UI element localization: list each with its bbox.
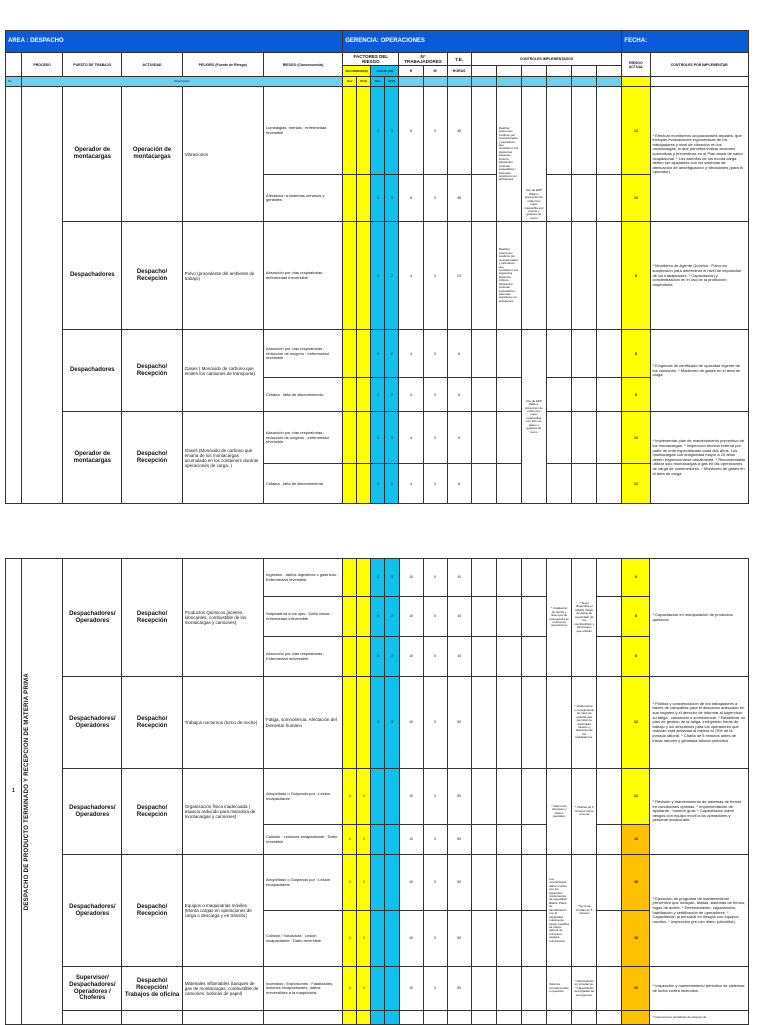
m-cell: 0: [423, 87, 447, 175]
table-row: [6, 855, 749, 911]
table-row: [6, 967, 749, 1011]
actividad-cell: Despacho/ Recepción: [122, 222, 182, 330]
actividad-cell: Despacho/ Recepción: [122, 412, 182, 504]
col-sev: Sev: [343, 77, 357, 87]
puesto-cell: Operador de montacargas: [63, 87, 122, 222]
riesgo-cell: Afectación a sistemas urinarios y genitales: [263, 175, 342, 222]
puesto-cell: Despachadores/ Operadores: [63, 855, 122, 967]
col-prob: Prob: [357, 77, 371, 87]
riesgo-cell: Lumbalgias, hernias : enfermedad reversible: [263, 87, 342, 175]
peligro-cell: Trabajos nocturnos (turno de noche): [182, 677, 263, 769]
actividad-cell: Despacho/ Recepción: [122, 330, 182, 412]
control-cell: * Instalación de ducha y lava ojos de emergencia en el área de operaciones: [547, 559, 572, 677]
table-row: Despachadores/ Operadores Despacho/ Recepción Trabajos nocturnos (turno de noche) Fatiga, somnolencia: Afectación del bienestar humano 4 3 10 0 60 * Elaboración y cumplimiento de roles de guardia que permitan la adecuada rotación y descanso de los trabajadores. 12 * Política y concienciación de los trabajadores a través de campañas para el descanso adecuado en sus hogares y el derecho de informar al supervisor su fatiga , cansancio o somnolencia. * Establecer un plan de gestión de la fatiga, incluyendo horas de trabajo y los descansos para los operadores que realizan esta actividad al menos al 70% de la jornada laboral. * Charla de 5 minutos antes de iniciar labores y gimnasia laboral periódica: [6, 677, 749, 769]
control-cell: Realizar exámenes médicos pre ocupacionales y periódicos que consideren los siguientes aspectos clínicos: Valoración músculo esquelética / sistemas orgánicos por accidentes: [496, 87, 521, 222]
riesgo-actual-cell: 18: [622, 825, 650, 855]
col-factores: FACTORES DEL RIESGO: [343, 53, 399, 66]
puesto-cell: Despachadores/ Operadores: [63, 677, 122, 769]
risk-matrix-table-2: [5, 558, 749, 1025]
table-row: [6, 1011, 749, 1025]
puesto-cell: Operador de montacargas: [63, 412, 122, 504]
sev-cell: 4: [343, 769, 357, 825]
h-cell: 10: [399, 559, 423, 597]
col-peligro: PELIGRO (Fuente de Riesgo): [182, 53, 263, 77]
horas-cell: 60: [447, 769, 471, 825]
peligro-cell: Gases (Monóxido de carbono que emana de los montacargas acumulado en los containers durante operaciones de carga. ): [182, 412, 263, 504]
m-cell: 0: [423, 559, 447, 597]
riesgo-actual-cell: 12: [622, 464, 650, 504]
col-riesgo: RIESGO (Consecuencia): [263, 53, 342, 77]
m-cell: 0: [423, 967, 447, 1011]
riesgo-actual-cell: 18: [622, 855, 650, 911]
matrix-page-2: [5, 558, 749, 1024]
riesgo-actual-cell: 12: [622, 677, 650, 769]
col-controles-por-implementar: CONTROLES POR IMPLEMENTAR: [650, 53, 749, 77]
m-cell: 0: [423, 855, 447, 911]
col-prob-salud: Prob: [385, 77, 399, 87]
horas-cell: 10: [447, 637, 471, 677]
fecha-label: FECHA:: [622, 31, 749, 53]
m-cell: 0: [423, 378, 447, 412]
horas-cell: 48: [447, 87, 471, 175]
m-cell: 0: [423, 677, 447, 769]
control-por-implementar: * Exigencia de certificado de opacidad vigente de los camiones. * Monitoreo de gases en el área de carga: [650, 330, 749, 412]
h-cell: 4: [399, 378, 423, 412]
control-cell: *Tema de charlas de 5 minutos: [572, 855, 597, 967]
riesgo-cell: Absorción por vías respiratorias : enfermedad irreversible: [263, 222, 342, 330]
col-trabajadores: N° TRABAJADORES: [399, 53, 447, 66]
riesgo-cell: Fatiga, somnolencia: Afectación del bienestar humano: [264, 677, 343, 769]
puesto-cell: Despachadores: [63, 330, 122, 412]
col-proceso: PROCESO: [22, 53, 63, 77]
col-riesgo-actual: RIESGO ACTUAL: [622, 53, 650, 77]
col-te: T.E.: [447, 53, 471, 66]
h-cell: 10: [399, 855, 423, 911]
riesgo-cell: Absorción por vías respiratorias : reducción de oxígeno : enfermedad reversible: [263, 412, 342, 464]
sev-cell: 4: [343, 825, 357, 855]
control-cell: Uso de EPP Básico protección de oídos tipo copa, mascarillas con filtro de gases y guantes de cuero: [521, 330, 546, 504]
m-cell: 0: [423, 911, 447, 967]
m-cell: 0: [423, 175, 447, 222]
sev-cell: 4: [343, 855, 357, 911]
h-cell: 6: [399, 175, 423, 222]
actividad-cell: Despacho/ Recepción: [122, 855, 182, 967]
control-por-implementar: * Capacitación en manipulación de productos químicos.: [650, 559, 749, 677]
m-cell: 0: [423, 330, 447, 378]
riesgo-cell: Cefalea , falta de discernimiento.: [263, 464, 342, 504]
puesto-cell: Despachadores/ Operadores: [63, 559, 122, 677]
col-h: H: [399, 66, 423, 77]
sev-cell: 4: [343, 911, 357, 967]
puesto-cell: Despachadores/ Operadores: [63, 769, 122, 855]
puesto-cell: Supervisor/ Despachadores/ Operadores / Choferes: [63, 967, 122, 1011]
riesgo-cell: Salpicadura a los ojos : Daño visual : enfermedad irreversible: [264, 597, 343, 637]
col-puesto: PUESTO DE TRABAJO: [63, 53, 122, 77]
control-cell: * Elaboración y cumplimiento de roles de guardia que permitan la adecuada rotación y descanso de los trabajadores.: [572, 677, 597, 769]
horas-cell: 60: [447, 855, 471, 911]
riesgo-cell: Colisión / Volcadura : Lesión incapacitante : Daño reversible: [264, 911, 343, 967]
table-row: Despachadores Despacho/ Recepción Polvo (procedente del ambiente de trabajo) Absorción por vías respiratorias : enfermedad irreversible 4 2 4 0 24 Realizar exámenes médicos pre ocupacionales y periódicos que consideren los siguientes aspectos clínicos: Valoración músculo esquelética / sistemas orgánicos por accidentes 8 * Monitoreo de Agente Químico : Polvo en suspensión para determinar el nivel de exposición de los trabajadores. * Capacitación y concientización en el uso de la protección respiratoria: [6, 222, 749, 330]
table-row: Operador de montacargas Despacho/ Recepción Gases (Monóxido de carbono que emana de los montacargas acumulado en los containers durante operaciones de carga. ) Absorción por vías respiratorias : reducción de oxígeno : enfermedad reversible 4 3 4 0 6 12 * Implementar plan de mantenimiento preventivo de los montacargas. * Inspección técnica externa por parte de ente especializado cada dos años. Los montacargas con antigüedad mayor a 10 años deben inspeccionarse anualmente. * Recomendable utilizar sólo montacargas a gas en las operaciones de carga de contenedores. * Monitoreo de gases en el área de carga: [6, 412, 749, 464]
riesgo-cell: Absorción por vías respiratorias : Enfermedad irreversible: [264, 637, 343, 677]
control-por-implementar: * Revisión y mantenimiento de sistemas de frenos en condiciones óptimas. * Implementación de ayudante - hombre guía. * Capacitación sobre riesgos con equipo móvil a los operadores y personal involucrado.: [650, 769, 749, 855]
actividad-cell: Despacho/ Recepción: [122, 559, 182, 677]
col-horas: HORAS: [447, 66, 471, 77]
m-cell: 0: [423, 769, 447, 825]
proceso-label: DESPACHO DE PRODUCTO TERMINADO Y RECEPCION DE MATERIA PRIMA: [24, 672, 31, 911]
control-cell: * Tener disponible el MSDS (hojas de datos de seguridad) de los combustibles y lubricantes que utilizan: [572, 559, 597, 677]
h-cell: 10: [399, 637, 423, 677]
table-row: Cefalea , falta de discernimiento. 4 3 4 0 6 12: [6, 464, 749, 504]
control-por-implementar: * Implementar plan de mantenimiento preventivo de los montacargas. * Inspección técnica externa por parte de ente especializado cada dos años. Los montacargas con antigüedad mayor a 10 años deben inspeccionarse anualmente. * Recomendable utilizar sólo montacargas a gas en las operaciones de carga de contenedores. * Monitoreo de gases en el área de carga: [650, 412, 749, 504]
actividad-cell: Despacho/ Recepción/ Trabajos de oficina: [122, 967, 182, 1011]
peligro-cell: Productos Químicos (aceites, lubricantes, combustible de los montacargas y camiones): [182, 559, 263, 677]
riesgo-cell: Colisión : Lesiones incapacitante : Daño reversible: [264, 825, 343, 855]
col-controles: CONTROLES IMPLEMENTADOS: [471, 53, 622, 66]
horas-cell: 6: [447, 412, 471, 464]
m-cell: 0: [423, 825, 447, 855]
table-row: Operador de montacargas Operación de montacargas Vibraciones Lumbalgias, hernias : enfermedad reversible 4 3 6 0 48 Realizar exámenes médicos pre ocupacionales y periódicos que consideren los siguientes aspectos clínicos: Valoración músculo esquelética / sistemas orgánicos por accidentes Uso de EPP Básico protección de oídos tipo copa, mascarilla anti polvos y guantes de cuero 12 * Efectuar monitoreos ocupacionales anuales, que incluyan evaluaciones ergonómicas de los trabajadores y nivel de vibración en los montacargas, lo que permitirá indicar acciones correctivas y preventivas en el Plan anual de salud ocupacional. * Los asientos de los monta carga deben ser ajustables con los sistemas de atenuación de amortiguación y vibraciones (para el operador).: [6, 87, 749, 175]
riesgo-cell: Incendios / Explosiones : Fatalidades, lesiones incapacitantes, daños irreversibles a la maquinaria.: [264, 967, 343, 1011]
h-cell: 10: [399, 677, 423, 769]
prob-cell: 3: [357, 967, 371, 1011]
prob-cell: 3: [357, 769, 371, 825]
horas-cell: 10: [447, 559, 471, 597]
control-por-implementar: * Política y concienciación de los trabajadores a través de campañas para el descanso adecuado en sus hogares y el derecho de informar al supervisor su fatiga , cansancio o somnolencia. * Establecer un plan de gestión de la fatiga, incluyendo horas de trabajo y los descansos para los operadores que realizan esta actividad al menos al 70% de la jornada laboral. * Charla de 5 minutos antes de iniciar labores y gimnasia laboral periódica: [650, 677, 749, 769]
riesgo-actual-cell: 18: [622, 911, 650, 967]
table-row: Salpicadura a los ojos : Daño visual : enfermedad irreversible 4 2 10 0 10 8: [6, 597, 749, 637]
horas-cell: 60: [447, 911, 471, 967]
horas-cell: 60: [447, 825, 471, 855]
col-descripcion: Descripción: [22, 77, 343, 87]
table-row: Absorción por vías respiratorias : Enfermedad irreversible 4 2 10 0 10 8: [6, 637, 749, 677]
row-number: 1: [6, 559, 22, 1025]
actividad-cell: Despacho/ Recepción: [122, 677, 182, 769]
col-sev-salud: Sev: [371, 77, 385, 87]
riesgo-actual-cell: 8: [622, 597, 650, 637]
riesgo-cell: Absorción por vías respiratorias : reducción de oxígeno : enfermedad reversible: [263, 330, 342, 378]
control-cell: Sistema contraincendios operativo: [547, 967, 572, 1011]
risk-matrix-table-1: [5, 30, 749, 504]
m-cell: 0: [423, 222, 447, 330]
control-por-implementar: * Monitoreo de Agente Químico : Polvo en suspensión para determinar el nivel de exposición de los trabajadores. * Capacitación y concientización en el uso de la protección respiratoria: [650, 222, 749, 330]
table-row: Afectación a sistemas urinarios y genitales 4 3 6 0 48 12: [6, 175, 749, 222]
h-cell: 4: [399, 464, 423, 504]
control-por-implementar: * Ejecución de programa de mantenimiento preventivo que incluyan, llantas, sistemas de frenos, fugas de aceite. * Entrenamiento, capacitación, habilitación y certificación de operadores. * Capacitación al personal en riesgos con equipos móviles. * Inspección pre-uso diario (checklist).: [650, 855, 749, 967]
h-cell: 10: [399, 825, 423, 855]
col-actividad: ACTIVIDAD: [122, 53, 182, 77]
riesgo-actual-cell: 8: [622, 222, 650, 330]
puesto-cell: Despachadores: [63, 222, 122, 330]
prob-cell: 3: [357, 855, 371, 911]
peligro-cell: Equipos o maquinarias móviles (Monta cargas en operaciones de carga o descarga y en tránsito): [182, 855, 263, 967]
riesgo-actual-cell: 8: [622, 330, 650, 378]
riesgo-actual-cell: 8: [622, 637, 650, 677]
horas-cell: 6: [447, 378, 471, 412]
riesgo-actual-cell: 6: [622, 559, 650, 597]
peligro-cell: Gases ( Monóxido de carbono que emiten los camiones de transporte): [182, 330, 263, 412]
m-cell: 0: [423, 597, 447, 637]
h-cell: 4: [399, 412, 423, 464]
horas-cell: 48: [447, 175, 471, 222]
sev-cell: 4: [343, 967, 357, 1011]
h-cell: 10: [399, 769, 423, 825]
control-cell: * Charlas de 5 minutos sobre el tema: [572, 769, 597, 855]
col-seguridad: SEGURIDAD(Si): [343, 66, 371, 77]
col-no: No: [6, 77, 22, 87]
prob-cell: 3: [357, 911, 371, 967]
h-cell: 4: [399, 222, 423, 330]
gerencia-label: GERENCIA: OPERACIONES: [343, 31, 622, 53]
control-por-implementar: * Inspección y mantenimiento periódico de sistemas de lucha contra incendios.: [650, 967, 749, 1011]
table-row: 1 DESPACHO DE PRODUCTO TERMINADO Y RECEPCION DE MATERIA PRIMA Despachadores/ Operadores Despacho/ Recepción Productos Químicos (aceites, lubricantes, combustible de los montacargas y camiones) Ingestión : daños digestivos o gástricos : Enfermedad reversible 4 3 10 0 10 * Instalación de ducha y lava ojos de emergencia en el área de operaciones * Tener disponible el MSDS (hojas de datos de seguridad) de los combustibles y lubricantes que utilizan 6 * Capacitación en manipulación de productos químicos.: [6, 559, 749, 597]
control-cell: * Alarma de retroceso y claxon operativo: [547, 769, 572, 855]
horas-cell: 24: [447, 222, 471, 330]
h-cell: 10: [399, 911, 423, 967]
m-cell: 0: [423, 464, 447, 504]
proceso-cell: [22, 559, 63, 1025]
control-cell: * Participación en simulacros. * Capacitación de brigadas de emergencia.: [572, 967, 597, 1011]
control-por-implementar: * Efectuar monitoreos ocupacionales anuales, que incluyan evaluaciones ergonómicas de los trabajadores y nivel de vibración en los montacargas, lo que permitirá indicar acciones correctivas y preventivas en el Plan anual de salud ocupacional. * Los asientos de los monta carga deben ser ajustables con los sistemas de atenuación de amortiguación y vibraciones (para el operador).: [650, 87, 749, 222]
area-label: AREA : DESPACHO: [6, 31, 343, 53]
riesgo-actual-cell: 12: [622, 412, 650, 464]
m-cell: 0: [423, 412, 447, 464]
col-m: M: [423, 66, 447, 77]
riesgo-actual-cell: 12: [622, 175, 650, 222]
control-cell: Realizar exámenes médicos pre ocupacionales y periódicos que consideren los siguientes aspectos clínicos: Valoración músculo esquelética / sistemas orgánicos por accidentes: [496, 222, 521, 330]
control-cell: Los montacargas deben contar con los siguientes implementos de seguridad: Baliza, Placa de identificación con la capacidad máxima de carga, pestillos de carga, alarma de retroceso, espejos retrovisores.: [547, 855, 572, 967]
h-cell: 10: [399, 967, 423, 1011]
h-cell: 10: [399, 597, 423, 637]
m-cell: 0: [423, 637, 447, 677]
h-cell: 6: [399, 87, 423, 175]
table-row: Despachadores Despacho/ Recepción Gases ( Monóxido de carbono que emiten los camiones de transporte) Absorción por vías respiratorias : reducción de oxígeno : enfermedad reversible 4 2 4 0 6 Uso de EPP Básico protección de oídos tipo copa, mascarillas con filtro de gases y guantes de cuero 8 * Exigencia de certificado de opacidad vigente de los camiones. * Monitoreo de gases en el área de carga: [6, 330, 749, 378]
riesgo-actual-cell: 12: [622, 769, 650, 825]
riesgo-cell: Atropellado o Golpeado por : Lesión Incapacitante: [264, 769, 343, 825]
horas-cell: 6: [447, 464, 471, 504]
peligro-cell: Polvo (procedente del ambiente de trabajo): [182, 222, 263, 330]
riesgo-cell: Ingestión : daños digestivos o gástricos : Enfermedad reversible: [264, 559, 343, 597]
horas-cell: 60: [447, 967, 471, 1011]
control-por-implementar: * Inspecciones periódicas de tanques de: [650, 1011, 749, 1025]
riesgo-cell: Atropellado o Golpeado por : Lesión Incapacitante: [264, 855, 343, 911]
horas-cell: 10: [447, 597, 471, 637]
actividad-cell: Despacho/ Recepción: [122, 769, 182, 855]
prob-cell: 3: [357, 825, 371, 855]
peligro-cell: Organización física inadecuada ( espacio reducido para maniobra de montacargas y camiones): [182, 769, 263, 855]
table-row: [6, 769, 749, 825]
actividad-cell: Operación de montacargas: [122, 87, 182, 222]
riesgo-actual-cell: 15: [622, 967, 650, 1011]
table-row: Cefalea , falta de discernimiento. 4 2 4 0 6 8: [6, 378, 749, 412]
horas-cell: 6: [447, 330, 471, 378]
peligro-cell: Vibraciones: [182, 87, 263, 222]
h-cell: 4: [399, 330, 423, 378]
control-cell: Uso de EPP Básico protección de oídos tipo copa, mascarilla anti polvos y guantes de cuero: [521, 87, 546, 222]
col-salud: SALUD (Sa): [371, 66, 399, 77]
horas-cell: 60: [447, 677, 471, 769]
riesgo-actual-cell: 12: [622, 87, 650, 175]
riesgo-cell: Cefalea , falta de discernimiento.: [263, 378, 342, 412]
matrix-page-1: [5, 30, 749, 510]
peligro-cell: Materiales inflamables (tanques de gas de montacargas, combustible de camiones, bobinas de papel): [182, 967, 263, 1011]
riesgo-actual-cell: 8: [622, 378, 650, 412]
